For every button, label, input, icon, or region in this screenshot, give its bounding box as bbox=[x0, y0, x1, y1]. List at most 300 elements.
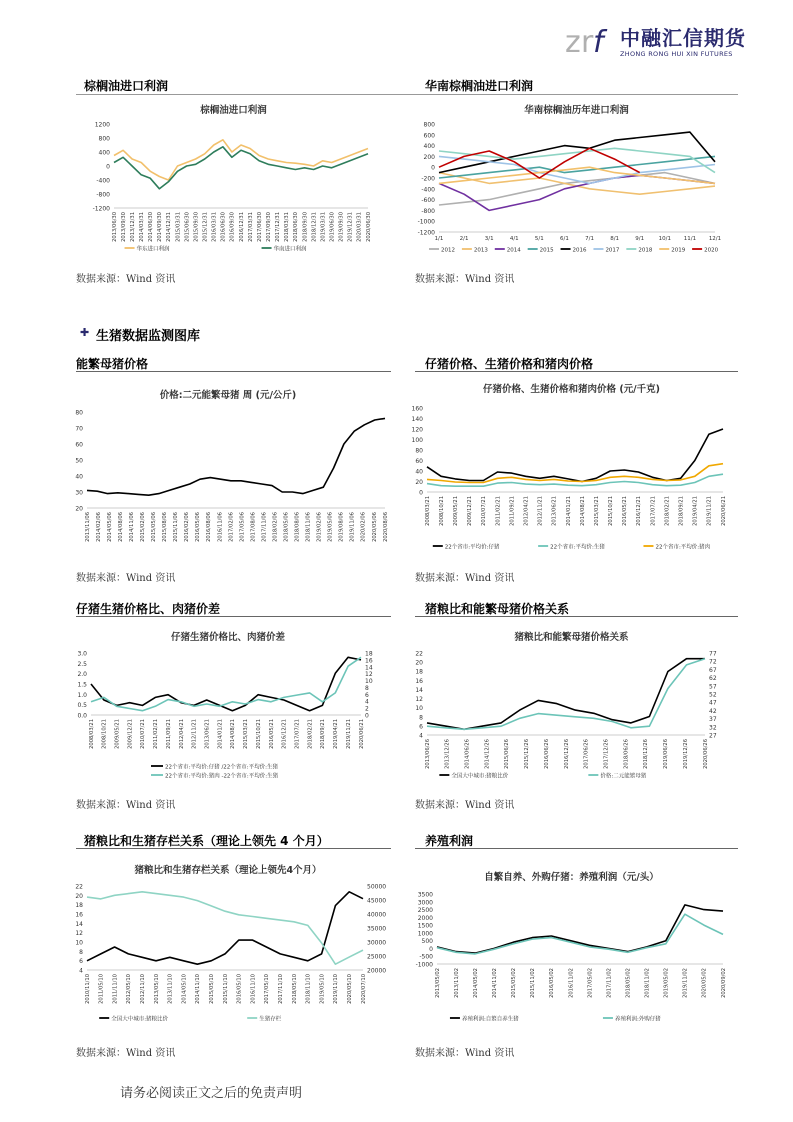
y2-tick-label: 32 bbox=[709, 724, 717, 732]
x-tick-label: 2016/11/02 bbox=[568, 968, 575, 998]
x-tick-label: 2014/11/06 bbox=[128, 512, 135, 542]
x-tick-label: 2013/05/10 bbox=[153, 974, 160, 1004]
chart-title: 猪粮比和生猪存栏关系（理论上领先4个月） bbox=[134, 865, 322, 876]
chart-sow-price bbox=[65, 380, 391, 560]
y2-tick-label: 52 bbox=[709, 691, 717, 699]
y2-tick-label: 57 bbox=[709, 683, 717, 691]
x-tick-label: 2019/04/21 bbox=[333, 719, 340, 749]
x-tick-label: 2013/06/26 bbox=[424, 739, 431, 769]
y-tick-label: 200 bbox=[423, 153, 435, 161]
y2-tick-label: 35000 bbox=[367, 925, 387, 933]
y-tick-label: -500 bbox=[419, 953, 433, 961]
legend-label: 2013 bbox=[473, 247, 488, 254]
y-tick-label: 70 bbox=[75, 425, 83, 433]
y2-tick-label: 16 bbox=[365, 657, 373, 665]
x-tick-label: 2015/11/02 bbox=[530, 968, 537, 998]
y-tick-label: 60 bbox=[75, 441, 83, 449]
x-tick-label: 2009/12/21 bbox=[467, 496, 474, 526]
y-tick-label: -400 bbox=[96, 177, 110, 185]
x-tick-label: 2015/12/31 bbox=[202, 212, 209, 242]
x-tick-label: 2019/08/06 bbox=[338, 512, 345, 542]
x-tick-label: 2020/05/10 bbox=[347, 974, 354, 1004]
legend-label: 养殖利润:自繁自养生猪 bbox=[461, 1016, 519, 1023]
y-tick-label: 20 bbox=[415, 659, 423, 667]
x-tick-label: 2020/06/26 bbox=[702, 739, 709, 769]
series-line-0 bbox=[87, 418, 385, 495]
y-tick-label: 0.0 bbox=[77, 712, 87, 720]
x-tick-label: 2017/02/06 bbox=[228, 512, 235, 542]
x-tick-label: 2018/08/06 bbox=[294, 512, 301, 542]
x-tick-label: 2014/08/06 bbox=[117, 512, 124, 542]
y-tick-label: 800 bbox=[98, 135, 110, 143]
x-tick-label: 2014/11/10 bbox=[195, 974, 202, 1004]
x-tick-label: 2014/01/21 bbox=[217, 719, 224, 749]
x-tick-label: 2012/05/10 bbox=[126, 974, 133, 1004]
x-tick-label: 2016/12/31 bbox=[238, 212, 245, 242]
y-tick-label: 120 bbox=[411, 426, 423, 434]
chart-title: 仔猪价格、生猪价格和猪肉价格 (元/千克) bbox=[483, 384, 660, 395]
x-tick-label: 2019/12/31 bbox=[347, 212, 354, 242]
x-tick-label: 2020/03/31 bbox=[356, 212, 363, 242]
x-tick-label: 2014/03/31 bbox=[139, 212, 146, 242]
y2-tick-label: 25000 bbox=[367, 953, 387, 961]
x-tick-label: 2019/06/30 bbox=[329, 212, 336, 242]
panel-2-title: 华南棕榈油进口利润 bbox=[425, 79, 534, 93]
y-tick-label: 12 bbox=[75, 930, 83, 938]
legend-label: 2017 bbox=[605, 247, 620, 254]
x-tick-label: 2015/06/26 bbox=[504, 739, 511, 769]
x-tick-label: 2017/09/30 bbox=[266, 212, 273, 242]
x-tick-label: 2014/05/06 bbox=[106, 512, 113, 542]
y-tick-label: 3000 bbox=[417, 899, 433, 907]
series-line-0 bbox=[87, 892, 363, 964]
y-tick-label: 20 bbox=[75, 892, 83, 900]
y-tick-label: 8 bbox=[79, 948, 83, 956]
y-tick-label: 18 bbox=[75, 902, 83, 910]
x-tick-label: 1/1 bbox=[434, 236, 444, 242]
y-tick-label: 14 bbox=[415, 686, 423, 694]
x-tick-label: 2016/05/06 bbox=[195, 512, 202, 542]
y-tick-label: 0.5 bbox=[77, 702, 87, 710]
x-tick-label: 2017/06/30 bbox=[256, 212, 263, 242]
y-tick-label: 4 bbox=[79, 967, 83, 975]
y2-tick-label: 42 bbox=[709, 707, 717, 715]
x-tick-label: 2015/11/06 bbox=[173, 512, 180, 542]
x-tick-label: 2020/02/06 bbox=[360, 512, 367, 542]
panel-7-title: 猪粮比和生猪存栏关系（理论上领先 4 个月） bbox=[84, 834, 329, 848]
x-tick-label: 2013/12/31 bbox=[129, 212, 136, 242]
y2-tick-label: 8 bbox=[365, 684, 369, 692]
source-label-6: 数据来源：Wind 资讯 bbox=[415, 800, 515, 811]
y-tick-label: 22 bbox=[415, 650, 423, 658]
legend-label: 2020 bbox=[704, 247, 719, 254]
x-tick-label: 2016/02/06 bbox=[184, 512, 191, 542]
x-tick-label: 2018/03/31 bbox=[284, 212, 291, 242]
x-tick-label: 2015/10/21 bbox=[608, 496, 615, 526]
y-tick-label: 0 bbox=[429, 945, 433, 953]
legend-label: 22个省市:平均价:生猪 bbox=[550, 544, 605, 551]
x-tick-label: 2019/05/10 bbox=[319, 974, 326, 1004]
legend-label: 2019 bbox=[671, 247, 686, 254]
x-tick-label: 2010/07/21 bbox=[140, 719, 147, 749]
svg-text:z: z bbox=[565, 25, 581, 56]
series-line-8 bbox=[439, 148, 640, 178]
x-tick-label: 2015/05/02 bbox=[511, 968, 518, 998]
x-tick-label: 2020/05/06 bbox=[371, 512, 378, 542]
source-label-8: 数据来源：Wind 资讯 bbox=[415, 1048, 515, 1059]
y-tick-label: 1000 bbox=[417, 930, 433, 938]
y-tick-label: 3.0 bbox=[77, 650, 87, 658]
x-tick-label: 2015/10/21 bbox=[255, 719, 262, 749]
source-label-1: 数据来源：Wind 资讯 bbox=[76, 274, 176, 285]
x-tick-label: 2012/04/21 bbox=[523, 496, 530, 526]
x-tick-label: 2012/11/21 bbox=[191, 719, 198, 749]
y2-tick-label: 20000 bbox=[367, 967, 387, 975]
y2-tick-label: 37 bbox=[709, 716, 717, 724]
x-tick-label: 2019/06/26 bbox=[663, 739, 670, 769]
legend-label: 22个省市:平均价:猪肉 bbox=[655, 544, 711, 551]
x-tick-label: 2014/05/02 bbox=[472, 968, 479, 998]
series-line-0 bbox=[427, 429, 723, 482]
x-tick-label: 2018/05/10 bbox=[291, 974, 298, 1004]
x-tick-label: 2016/05/02 bbox=[549, 968, 556, 998]
x-tick-label: 2016/11/10 bbox=[250, 974, 257, 1004]
x-tick-label: 2014/08/21 bbox=[579, 496, 586, 526]
y-tick-label: 160 bbox=[411, 405, 423, 413]
series-line-0 bbox=[439, 173, 715, 205]
x-tick-label: 2017/07/21 bbox=[650, 496, 657, 526]
header-divider bbox=[76, 94, 738, 95]
y-tick-label: 2000 bbox=[417, 914, 433, 922]
y2-tick-label: 47 bbox=[709, 699, 717, 707]
x-tick-label: 2013/11/02 bbox=[453, 968, 460, 998]
series-line-1 bbox=[439, 173, 715, 195]
x-tick-label: 2020/09/02 bbox=[720, 968, 727, 998]
legend-label: 养殖利润:外购仔猪 bbox=[614, 1016, 661, 1023]
x-tick-label: 4/1 bbox=[509, 236, 519, 242]
y-tick-label: 40 bbox=[75, 473, 83, 481]
y2-tick-label: 10 bbox=[365, 678, 373, 686]
legend-label: 2015 bbox=[539, 247, 554, 254]
y-tick-label: 140 bbox=[411, 416, 423, 423]
y2-tick-label: 40000 bbox=[367, 911, 387, 919]
y-tick-label: 1500 bbox=[417, 922, 433, 930]
x-tick-label: 2009/05/21 bbox=[114, 719, 121, 749]
x-tick-label: 2013/09/30 bbox=[120, 212, 127, 242]
x-tick-label: 3/1 bbox=[484, 236, 494, 242]
chart-title: 猪粮比和能繁母猪价格关系 bbox=[514, 632, 629, 643]
section-bullet-icon: ✚ bbox=[80, 326, 90, 339]
x-tick-label: 2016/12/21 bbox=[281, 719, 288, 749]
x-tick-label: 2017/05/06 bbox=[239, 512, 246, 542]
section-heading: 生猪数据监测图库 bbox=[96, 329, 201, 344]
y-tick-label: -1200 bbox=[417, 229, 435, 237]
y-tick-label: 2500 bbox=[417, 907, 433, 915]
x-tick-label: 2020/07/10 bbox=[360, 974, 367, 1004]
x-tick-label: 2017/08/06 bbox=[250, 512, 257, 542]
x-tick-label: 11/1 bbox=[683, 236, 697, 242]
x-tick-label: 2011/09/21 bbox=[165, 719, 172, 749]
x-tick-label: 2013/06/30 bbox=[111, 212, 118, 242]
legend-label: 2016 bbox=[572, 247, 587, 254]
x-tick-label: 2020/06/21 bbox=[720, 496, 727, 526]
x-tick-label: 8/1 bbox=[610, 236, 620, 242]
y2-tick-label: 2 bbox=[365, 705, 369, 713]
x-tick-label: 2008/03/21 bbox=[88, 719, 95, 749]
y-tick-label: 1.0 bbox=[77, 691, 87, 699]
y-tick-label: 30 bbox=[75, 489, 83, 497]
series-line-0 bbox=[114, 140, 368, 180]
y2-tick-label: 77 bbox=[709, 650, 717, 658]
y-tick-label: 8 bbox=[419, 714, 423, 722]
x-tick-label: 2019/11/21 bbox=[345, 719, 352, 749]
source-label-4: 数据来源：Wind 资讯 bbox=[415, 573, 515, 584]
x-tick-label: 2016/12/21 bbox=[636, 496, 643, 526]
x-tick-label: 2014/05/10 bbox=[181, 974, 188, 1004]
y2-tick-label: 67 bbox=[709, 666, 717, 674]
y-tick-label: 1.5 bbox=[77, 681, 87, 689]
x-tick-label: 2020/06/21 bbox=[358, 719, 365, 749]
x-tick-label: 2014/02/06 bbox=[95, 512, 102, 542]
chart-title: 仔猪生猪价格比、肉猪价差 bbox=[170, 632, 286, 643]
chart-hog-grain-ratio-sow-price bbox=[405, 625, 738, 790]
x-tick-label: 2018/02/06 bbox=[272, 512, 279, 542]
y-tick-label: 10 bbox=[415, 705, 423, 713]
y-tick-label: 0 bbox=[431, 164, 435, 172]
y2-tick-label: 14 bbox=[365, 664, 373, 672]
x-tick-label: 7/1 bbox=[585, 236, 594, 242]
x-tick-label: 2017/03/31 bbox=[247, 212, 254, 242]
x-tick-label: 2020/08/06 bbox=[382, 512, 389, 542]
y2-tick-label: 4 bbox=[365, 698, 369, 706]
source-label-7: 数据来源：Wind 资讯 bbox=[76, 1048, 176, 1059]
x-tick-label: 2017/12/31 bbox=[275, 212, 282, 242]
x-tick-label: 2014/08/21 bbox=[230, 719, 237, 749]
x-tick-label: 2019/09/30 bbox=[338, 212, 345, 242]
x-tick-label: 2013/06/21 bbox=[551, 496, 558, 526]
chart-hog-grain-ratio-inventory bbox=[65, 858, 391, 1033]
chart-breeding-profit bbox=[405, 858, 738, 1033]
y-tick-label: 16 bbox=[75, 911, 83, 919]
legend-label: 2014 bbox=[506, 247, 521, 254]
y-tick-label: 6 bbox=[419, 723, 423, 731]
series-line-1 bbox=[437, 914, 723, 954]
series-line-1 bbox=[114, 147, 368, 189]
x-tick-label: 2015/03/31 bbox=[175, 212, 182, 242]
panel-5-title: 仔猪生猪价格比、肉猪价差 bbox=[76, 602, 221, 616]
x-tick-label: 2013/06/21 bbox=[204, 719, 211, 749]
svg-text:r: r bbox=[581, 25, 594, 56]
series-line-0 bbox=[427, 659, 705, 730]
footer-disclaimer: 请务必阅读正文之后的免责声明 bbox=[120, 1086, 303, 1101]
x-tick-label: 2019/12/26 bbox=[682, 739, 689, 769]
y-tick-label: 40 bbox=[415, 468, 423, 476]
y-tick-label: -600 bbox=[421, 197, 435, 205]
x-tick-label: 2018/09/21 bbox=[320, 719, 327, 749]
x-tick-label: 2015/09/30 bbox=[193, 212, 200, 242]
x-tick-label: 2009/12/21 bbox=[127, 719, 134, 749]
x-tick-label: 2014/06/26 bbox=[464, 739, 471, 769]
source-label-3: 数据来源：Wind 资讯 bbox=[76, 573, 176, 584]
x-tick-label: 2019/05/02 bbox=[663, 968, 670, 998]
y-tick-label: 12 bbox=[415, 696, 423, 704]
y2-tick-label: 6 bbox=[365, 691, 369, 699]
x-tick-label: 2013/11/06 bbox=[84, 512, 91, 542]
y-tick-label: 0 bbox=[419, 489, 423, 497]
y-tick-label: 600 bbox=[423, 132, 435, 140]
panel-8-underline bbox=[415, 848, 738, 849]
chart-title: 价格:二元能繁母猪 周 (元/公斤) bbox=[159, 390, 297, 401]
x-tick-label: 2013/12/26 bbox=[444, 739, 451, 769]
y-tick-label: 50 bbox=[75, 457, 83, 465]
x-tick-label: 2015/02/06 bbox=[140, 512, 147, 542]
y2-tick-label: 30000 bbox=[367, 939, 387, 947]
y-tick-label: -1200 bbox=[92, 205, 110, 213]
company-name-cn: 中融汇信期货 bbox=[620, 26, 746, 50]
x-tick-label: 10/1 bbox=[658, 236, 671, 242]
y-tick-label: 20 bbox=[415, 479, 423, 486]
x-tick-label: 2016/09/30 bbox=[229, 212, 236, 242]
y-tick-label: 3500 bbox=[417, 891, 433, 899]
legend-label: 2012 bbox=[441, 247, 455, 254]
chart-piglet-hog-pork-price bbox=[405, 380, 738, 560]
x-tick-label: 2016/08/06 bbox=[206, 512, 213, 542]
x-tick-label: 2019/03/31 bbox=[320, 212, 327, 242]
x-tick-label: 2018/09/21 bbox=[678, 496, 685, 526]
x-tick-label: 2017/05/02 bbox=[587, 968, 594, 998]
y2-tick-label: 45000 bbox=[367, 897, 387, 905]
x-tick-label: 2018/05/02 bbox=[625, 968, 632, 998]
y-tick-label: 60 bbox=[415, 458, 423, 465]
series-line-0 bbox=[437, 905, 723, 953]
company-name-en: ZHONG RONG HUI XIN FUTURES bbox=[620, 50, 733, 58]
x-tick-label: 2012/04/21 bbox=[178, 719, 185, 749]
x-tick-label: 2016/05/10 bbox=[236, 974, 243, 1004]
y-tick-label: 0 bbox=[106, 163, 110, 171]
x-tick-label: 12/1 bbox=[708, 236, 722, 242]
x-tick-label: 5/1 bbox=[534, 236, 544, 242]
y-tick-label: -200 bbox=[421, 175, 435, 183]
y-tick-label: -400 bbox=[421, 186, 435, 194]
x-tick-label: 2016/06/26 bbox=[543, 739, 550, 769]
panel-3-underline bbox=[76, 371, 391, 372]
x-tick-label: 2013/11/10 bbox=[167, 974, 174, 1004]
x-tick-label: 2016/06/30 bbox=[220, 212, 227, 242]
x-tick-label: 2011/02/21 bbox=[153, 719, 160, 749]
panel-4-underline bbox=[415, 371, 738, 372]
x-tick-label: 2018/11/02 bbox=[644, 968, 651, 998]
chart-piglet-hog-ratio bbox=[65, 625, 391, 790]
x-tick-label: 2011/05/10 bbox=[98, 974, 105, 1004]
x-tick-label: 2018/06/30 bbox=[293, 212, 300, 242]
x-tick-label: 2014/12/26 bbox=[484, 739, 491, 769]
x-tick-label: 2016/03/31 bbox=[211, 212, 218, 242]
panel-6-underline bbox=[415, 616, 738, 617]
x-tick-label: 2014/11/02 bbox=[492, 968, 499, 998]
x-tick-label: 2019/04/21 bbox=[692, 496, 699, 526]
y-tick-label: -800 bbox=[421, 207, 435, 215]
y-tick-label: 16 bbox=[415, 677, 423, 685]
y-tick-label: 1200 bbox=[94, 121, 110, 129]
y2-tick-label: 18 bbox=[365, 650, 373, 658]
chart-title: 自繁自养、外购仔猪：养殖利润（元/头） bbox=[484, 872, 659, 883]
x-tick-label: 2010/07/21 bbox=[481, 496, 488, 526]
x-tick-label: 2017/12/26 bbox=[603, 739, 610, 769]
x-tick-label: 2014/09/30 bbox=[157, 212, 164, 242]
x-tick-label: 2017/11/10 bbox=[278, 974, 285, 1004]
x-tick-label: 2018/06/26 bbox=[623, 739, 630, 769]
x-tick-label: 2008/03/21 bbox=[424, 496, 431, 526]
y-tick-label: 80 bbox=[415, 447, 423, 455]
source-label-2: 数据来源：Wind 资讯 bbox=[415, 274, 515, 285]
x-tick-label: 2014/06/30 bbox=[148, 212, 155, 242]
x-tick-label: 2017/11/06 bbox=[261, 512, 268, 542]
x-tick-label: 2017/11/02 bbox=[606, 968, 613, 998]
x-tick-label: 2018/11/06 bbox=[305, 512, 312, 542]
y-tick-label: 400 bbox=[423, 143, 435, 151]
y-tick-label: 2.5 bbox=[77, 660, 87, 668]
y2-tick-label: 50000 bbox=[367, 883, 387, 891]
x-tick-label: 2014/01/21 bbox=[565, 496, 572, 526]
y2-tick-label: 12 bbox=[365, 671, 373, 679]
x-tick-label: 2009/05/21 bbox=[453, 496, 460, 526]
x-tick-label: 2013/05/02 bbox=[434, 968, 441, 998]
panel-3-title: 能繁母猪价格 bbox=[76, 357, 149, 371]
x-tick-label: 2015/05/10 bbox=[209, 974, 216, 1004]
x-tick-label: 2019/11/02 bbox=[682, 968, 689, 998]
y-tick-label: 500 bbox=[421, 938, 433, 946]
x-tick-label: 2017/06/26 bbox=[583, 739, 590, 769]
x-tick-label: 2011/02/21 bbox=[495, 496, 502, 526]
x-tick-label: 2018/05/06 bbox=[283, 512, 290, 542]
y2-tick-label: 0 bbox=[365, 712, 369, 720]
chart-south-china-palm-profit-by-year bbox=[415, 98, 738, 260]
x-tick-label: 2016/12/26 bbox=[563, 739, 570, 769]
y2-tick-label: 72 bbox=[709, 658, 717, 666]
x-tick-label: 2015/05/06 bbox=[151, 512, 158, 542]
x-tick-label: 2018/12/26 bbox=[643, 739, 650, 769]
x-tick-label: 2015/06/30 bbox=[184, 212, 191, 242]
y-tick-label: -1000 bbox=[417, 218, 435, 226]
x-tick-label: 2018/02/21 bbox=[664, 496, 671, 526]
x-tick-label: 2019/11/21 bbox=[706, 496, 713, 526]
x-tick-label: 2011/09/21 bbox=[509, 496, 516, 526]
y-tick-label: 20 bbox=[75, 505, 83, 513]
x-tick-label: 2020/05/02 bbox=[701, 968, 708, 998]
x-tick-label: 2/1 bbox=[459, 236, 469, 242]
x-tick-label: 2011/11/10 bbox=[112, 974, 119, 1004]
company-logo-mark bbox=[565, 22, 615, 56]
legend-label: 22个省市:平均价:猪肉 -22个省市:平均价:生猪 bbox=[165, 773, 279, 780]
y-tick-label: 2.0 bbox=[77, 671, 87, 679]
y-tick-label: -800 bbox=[96, 191, 110, 199]
x-tick-label: 2015/12/26 bbox=[524, 739, 531, 769]
y-tick-label: 18 bbox=[415, 668, 423, 676]
legend-label: 22个省市:平均价:仔猪 bbox=[444, 544, 500, 551]
y-tick-label: 22 bbox=[75, 883, 83, 891]
legend-label: 生猪存栏 bbox=[259, 1016, 282, 1023]
chart-palm-oil-import-profit bbox=[76, 98, 391, 260]
x-tick-label: 2016/05/21 bbox=[622, 496, 629, 526]
x-tick-label: 6/1 bbox=[560, 236, 569, 242]
y-tick-label: 800 bbox=[423, 121, 435, 129]
series-line-0 bbox=[91, 657, 361, 710]
y-tick-label: 100 bbox=[411, 437, 423, 444]
x-tick-label: 2008/10/21 bbox=[101, 719, 108, 749]
x-tick-label: 2016/05/21 bbox=[268, 719, 275, 749]
x-tick-label: 9/1 bbox=[635, 236, 645, 242]
source-label-5: 数据来源：Wind 资讯 bbox=[76, 800, 176, 811]
